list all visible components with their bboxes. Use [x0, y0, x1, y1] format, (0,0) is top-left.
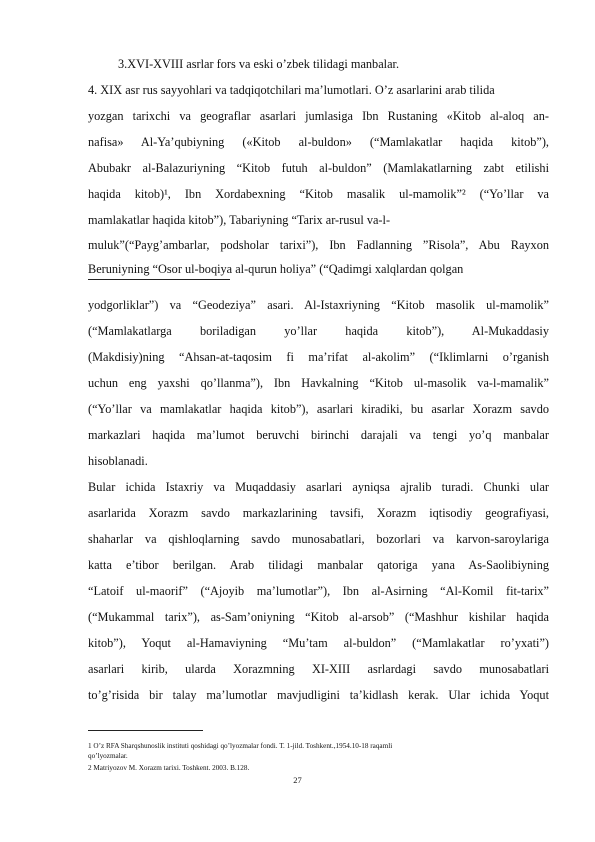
body-line: (Makdisiy)ning “Ahsan-at-taqosim fi ma’rifat al-akolim” (“Iklimlarni o’rganish: [88, 350, 549, 364]
body-line: shaharlar va qishloqlarning savdo munosabatlari, bozorlari va karvon-saroylariga: [88, 532, 549, 546]
body-line: (“Mukammal tarix”), as-Sam’oniyning “Kitob al-arsob” (“Mashhur kishilar haqida: [88, 610, 549, 624]
footnote-separator: [88, 730, 203, 731]
body-line: katta e’tibor berilgan. Arab tilidagi manbalar qatoriga yana As-Saolibiyning: [88, 558, 549, 572]
page-number: 27: [293, 775, 302, 785]
body-line: Abubakr al-Balazuriyning “Kitob futuh al-buldon” (Mamlakatlarning zabt etilishi: [88, 161, 549, 175]
body-line: markazlari haqida ma’lumot beruvchi birinchi darajali va tengi yo’q manbalar: [88, 428, 549, 442]
body-line: asarlari kirib, ularda Xorazmning XI-XIII asrlardagi savdo munosabatlari: [88, 662, 549, 676]
section-heading: 3.XVI-XVIII asrlar fors va eski o’zbek tilidagi manbalar.: [118, 57, 400, 71]
body-line: Bular ichida Istaxriy va Muqaddasiy asarlari ayniqsa ajralib turadi. Chunki ular: [88, 480, 549, 494]
body-line: (“Yo’llar va mamlakatlar haqida kitob”), asarlari kiradiki, bu asarlar Xorazm savdo: [88, 402, 549, 416]
body-line: 4. XIX asr rus sayyohlari va tadqiqotchilari ma’lumotlari. O’z asarlarini arab tilida: [88, 83, 495, 97]
body-line: kitob”), Yoqut al-Hamaviyning “Mu’tam al-buldon” (“Mamlakatlar ro’yxati”): [88, 636, 549, 650]
body-line: haqida kitob)¹, Ibn Xordabexning “Kitob masalik ul-mamolik”² (“Yo’llar va: [88, 187, 549, 201]
body-line: asarlarida Xorazm savdo markazlarining tavsifi, Xorazm iqtisodiy geografiyasi,: [88, 506, 549, 520]
body-line: (“Mamlakatlarga boriladigan yo’llar haqida kitob”), Al-Mukaddasiy: [88, 324, 549, 338]
body-line: muluk”(“Payg’ambarlar, podsholar tarixi”), Ibn Fadlanning ”Risola”, Abu Rayxon: [88, 238, 549, 252]
body-line: “Latoif ul-maorif” (“Ajoyib ma’lumotlar”), Ibn al-Asirning “Al-Komil fit-tarix”: [88, 584, 549, 598]
body-line: hisoblanadi.: [88, 454, 148, 468]
body-line: to’g’risida bir talay ma’lumotlar mavjudligini ta’kidlash kerak. Ular ichida Yoqut: [88, 688, 549, 702]
body-line: uchun eng yaxshi qo’llanma”), Ibn Havkalning “Kitob ul-masolik va-l-mamalik”: [88, 376, 549, 390]
body-line: mamlakatlar haqida kitob”), Tabariyning “Tarix ar-rusul va-l-: [88, 213, 391, 227]
footnote-1-cont: qo’lyozmalar.: [88, 752, 128, 760]
footnote-2: 2 Matriyozov M. Xorazm tarixi. Toshkent. 2003. B.128.: [88, 764, 250, 772]
body-line: nafisa» Al-Ya’qubiyning («Kitob al-buldon» (“Mamlakatlar haqida kitob”),: [88, 135, 549, 149]
body-line: Beruniyning “Osor ul-boqiya al-qurun holiya” (“Qadimgi xalqlardan qolgan: [88, 262, 464, 276]
body-line: yodgorliklar”) va “Geodeziya” asari. Al-Istaxriyning “Kitob masolik ul-mamolik”: [88, 298, 549, 312]
footnote-1: 1 O’z RFA Sharqshunoslik instituti qoshidagi qo’lyozmalar fondi. T. 1-jild. Toshkent.,1954.10-18 raqamli: [88, 742, 393, 750]
body-line: yozgan tarixchi va geograflar asarlari jumlasiga Ibn Rustaning «Kitob al-aloq an-: [88, 109, 549, 123]
footnote-separator-inline: [88, 279, 230, 280]
